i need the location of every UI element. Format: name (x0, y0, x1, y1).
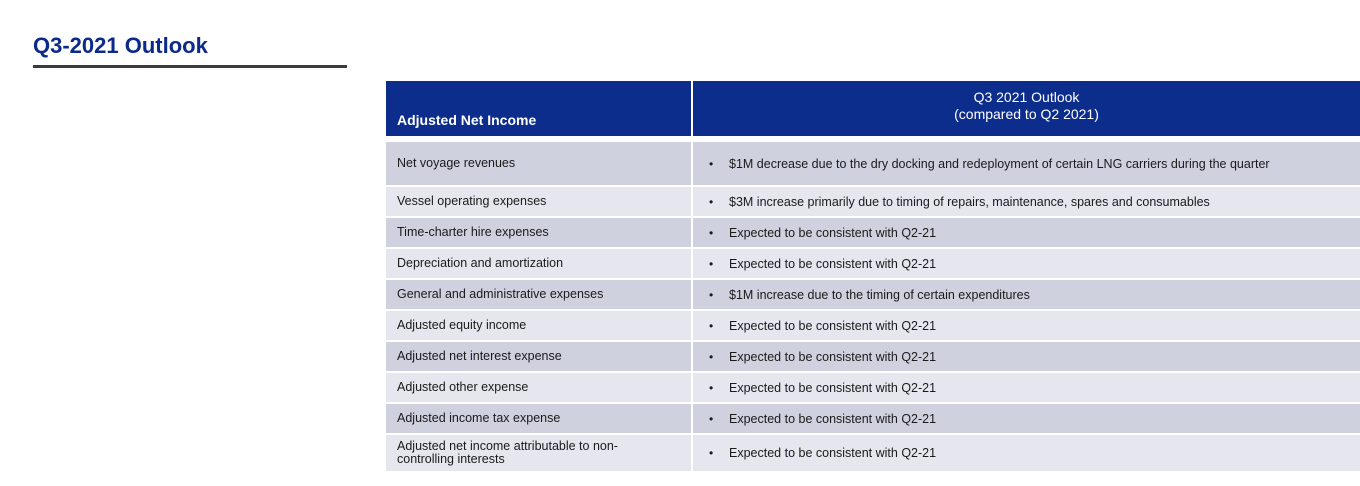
bullet-icon: • (709, 256, 714, 271)
row-label: Adjusted net income attributable to non-controlling interests (386, 434, 692, 472)
row-outlook-text: $1M increase due to the timing of certain expenditures (729, 287, 1030, 302)
table-row (386, 403, 1360, 434)
row-label: Net voyage revenues (386, 141, 692, 186)
row-label: Depreciation and amortization (386, 248, 692, 279)
table-row (386, 279, 1360, 310)
row-label: Adjusted equity income (386, 310, 692, 341)
table-header-row (386, 81, 1360, 136)
row-label: Time-charter hire expenses (386, 217, 692, 248)
table-row (386, 372, 1360, 403)
table-row (386, 434, 1360, 472)
row-outlook-text: $3M increase primarily due to timing of repairs, maintenance, spares and consumables (729, 194, 1210, 209)
bullet-icon: • (709, 380, 714, 395)
table-row (386, 186, 1360, 217)
row-outlook (692, 403, 1360, 434)
row-outlook (692, 217, 1360, 248)
row-outlook-text: Expected to be consistent with Q2-21 (729, 349, 937, 364)
bullet-icon: • (709, 287, 714, 302)
row-outlook-text: Expected to be consistent with Q2-21 (729, 318, 937, 333)
row-outlook (692, 434, 1360, 472)
outlook-table (386, 81, 1360, 473)
row-outlook (692, 310, 1360, 341)
row-outlook-text: Expected to be consistent with Q2-21 (729, 411, 937, 426)
bullet-icon: • (709, 446, 714, 460)
bullet-icon: • (709, 225, 714, 240)
row-outlook (692, 279, 1360, 310)
row-outlook-text: Expected to be consistent with Q2-21 (729, 225, 937, 240)
table-row (386, 248, 1360, 279)
bullet-icon: • (709, 156, 714, 171)
row-outlook-text: Expected to be consistent with Q2-21 (729, 256, 937, 271)
bullet-icon: • (709, 349, 714, 364)
row-outlook-text: Expected to be consistent with Q2-21 (729, 380, 937, 395)
row-outlook (692, 141, 1360, 186)
row-label: Adjusted income tax expense (386, 403, 692, 434)
table-row (386, 141, 1360, 186)
row-outlook (692, 186, 1360, 217)
header-q3-outlook (692, 81, 1360, 136)
row-outlook (692, 341, 1360, 372)
row-label: Vessel operating expenses (386, 186, 692, 217)
header-right-line1: Q3 2021 Outlook (973, 89, 1080, 105)
row-label: Adjusted net interest expense (386, 341, 692, 372)
header-right-line2: (compared to Q2 2021) (954, 106, 1099, 122)
page-title: Q3-2021 Outlook (33, 33, 208, 58)
table-row (386, 341, 1360, 372)
header-adjusted-net-income (386, 81, 692, 136)
row-outlook (692, 248, 1360, 279)
row-outlook (692, 372, 1360, 403)
row-label: General and administrative expenses (386, 279, 692, 310)
bullet-icon: • (709, 318, 714, 333)
title-underline (33, 65, 347, 68)
bullet-icon: • (709, 411, 714, 426)
table-row (386, 217, 1360, 248)
row-outlook-text: $1M decrease due to the dry docking and redeployment of certain LNG carriers during the quarter (729, 156, 1270, 171)
row-outlook-text: Expected to be consistent with Q2-21 (729, 446, 937, 460)
header-left-label: Adjusted Net Income (397, 112, 537, 128)
table-row (386, 310, 1360, 341)
row-label: Adjusted other expense (386, 372, 692, 403)
bullet-icon: • (709, 194, 714, 209)
